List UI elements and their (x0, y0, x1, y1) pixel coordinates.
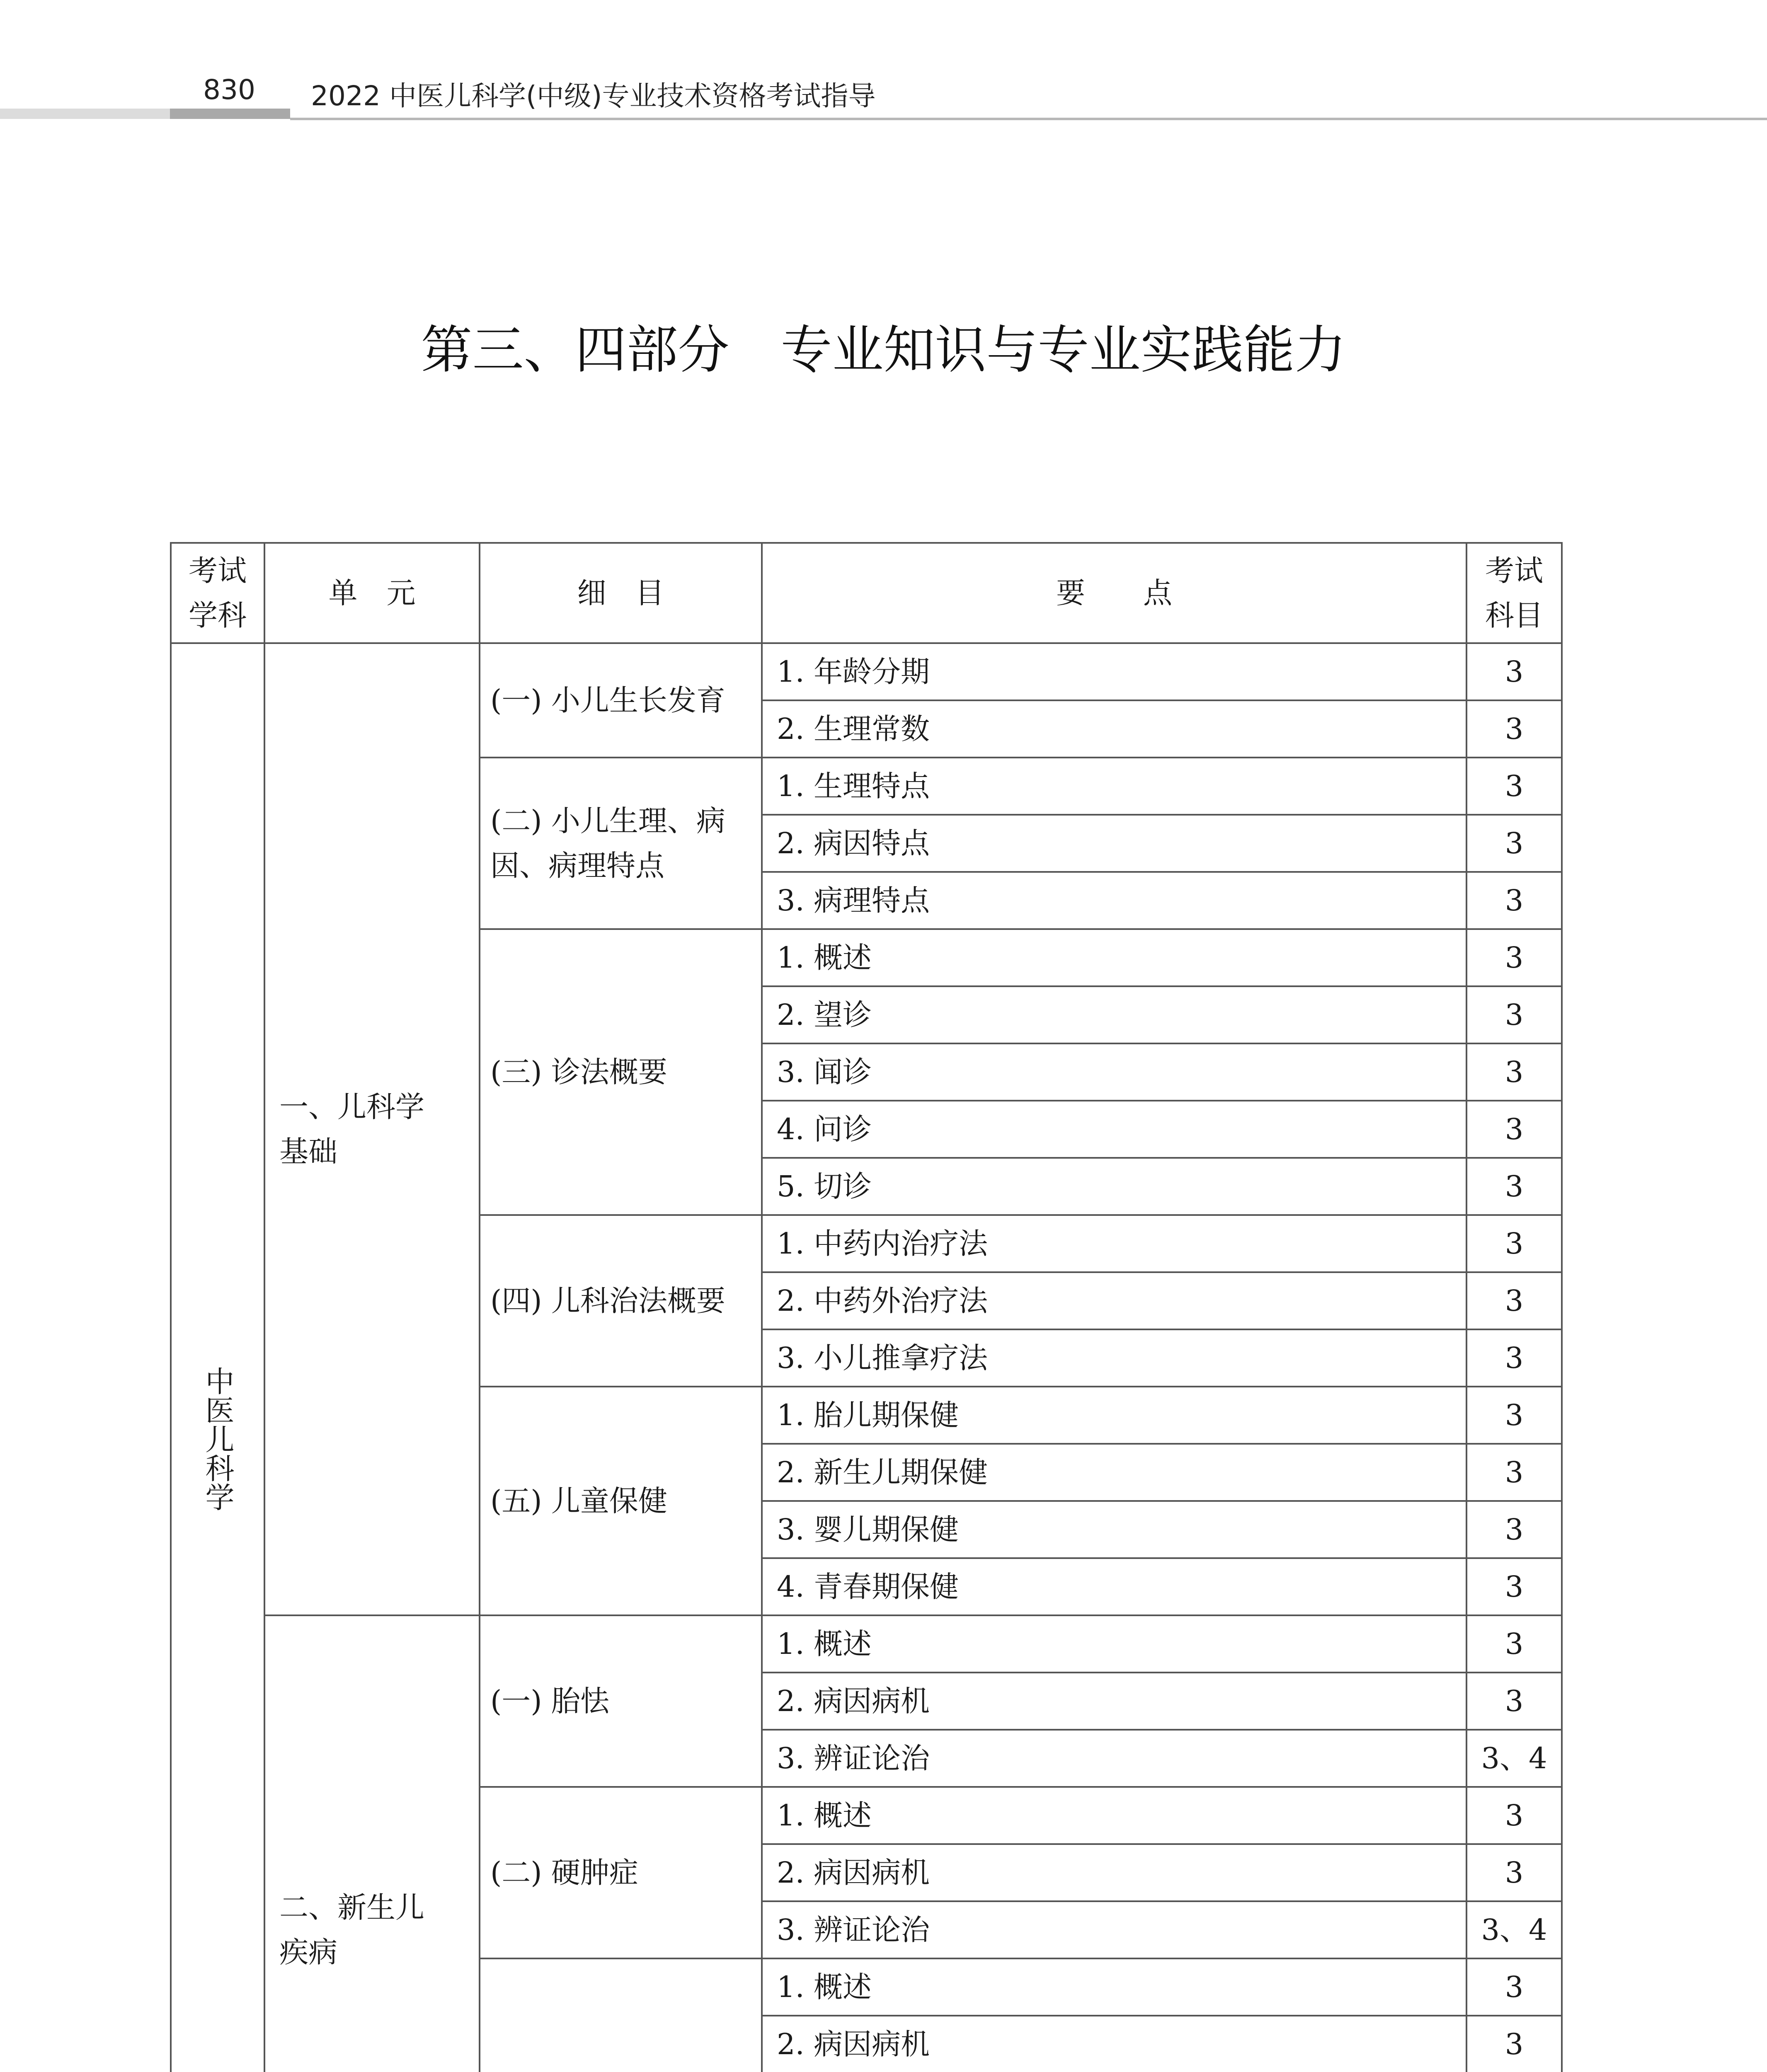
score-cell: 3 (1466, 643, 1562, 700)
header-rule (290, 118, 1767, 120)
score-cell: 3 (1466, 1444, 1562, 1501)
item-cell (480, 1615, 762, 1787)
score-cell: 3 (1466, 1272, 1562, 1329)
header-item: 细 目 (480, 543, 762, 643)
table-row (171, 1615, 1562, 1673)
header-unit: 单 元 (264, 543, 480, 643)
score-cell: 3 (1466, 1844, 1562, 1901)
score-cell: 3 (1466, 1043, 1562, 1101)
item-cell (480, 929, 762, 1215)
score-cell: 3 (1466, 1673, 1562, 1730)
point-cell: 2. 病因病机 (762, 2016, 1466, 2072)
page-number: 830 (203, 74, 255, 106)
point-cell: 1. 生理特点 (762, 758, 1466, 815)
score-cell: 3 (1466, 929, 1562, 986)
point-cell: 3. 婴儿期保健 (762, 1501, 1466, 1558)
score-cell: 3 (1466, 2016, 1562, 2072)
score-cell: 3 (1466, 1101, 1562, 1158)
point-cell: 1. 中药内治疗法 (762, 1215, 1466, 1272)
subject-label: 中医儿科学 (201, 1366, 235, 1511)
table-body (171, 643, 1562, 2072)
score-cell: 3 (1466, 986, 1562, 1043)
point-cell: 4. 青春期保健 (762, 1558, 1466, 1615)
score-cell: 3、4 (1466, 1901, 1562, 1958)
item-label: (五) 儿童保健 (490, 1484, 667, 1518)
score-cell: 3 (1466, 872, 1562, 929)
point-cell: 3. 小儿推拿疗法 (762, 1329, 1466, 1387)
syllabus-table (170, 542, 1563, 2072)
item-cell (480, 1958, 762, 2072)
point-cell: 1. 概述 (762, 929, 1466, 986)
item-label: (一) 小儿生长发育 (490, 683, 725, 717)
score-cell: 3 (1466, 1615, 1562, 1673)
header-subject: 考试 学科 (171, 543, 264, 643)
score-cell: 3 (1466, 1958, 1562, 2016)
point-cell: 3. 辨证论治 (762, 1730, 1466, 1787)
point-cell: 2. 病因特点 (762, 815, 1466, 872)
item-label: (三) 诊法概要 (490, 1055, 667, 1089)
point-cell: 1. 年龄分期 (762, 643, 1466, 700)
score-cell: 3 (1466, 758, 1562, 815)
point-cell: 1. 胎儿期保健 (762, 1387, 1466, 1444)
score-cell: 3 (1466, 1787, 1562, 1844)
score-cell: 3 (1466, 1215, 1562, 1272)
score-cell: 3 (1466, 1329, 1562, 1387)
unit-cell (264, 1615, 480, 2072)
unit-label: 二、新生儿 疾病 (279, 1890, 424, 1969)
score-cell: 3 (1466, 1387, 1562, 1444)
unit-cell (264, 643, 480, 1615)
score-cell: 3 (1466, 815, 1562, 872)
point-cell: 1. 概述 (762, 1615, 1466, 1673)
point-cell: 3. 病理特点 (762, 872, 1466, 929)
item-cell (480, 1787, 762, 1958)
point-cell: 2. 新生儿期保健 (762, 1444, 1466, 1501)
header-bar-dark (170, 109, 290, 119)
score-cell: 3 (1466, 700, 1562, 758)
point-cell: 1. 概述 (762, 1958, 1466, 2016)
point-cell: 3. 辨证论治 (762, 1901, 1466, 1958)
subject-cell (171, 643, 264, 2072)
score-cell: 3 (1466, 1558, 1562, 1615)
header-point: 要 点 (762, 543, 1466, 643)
item-cell (480, 1387, 762, 1615)
item-cell (480, 643, 762, 758)
point-cell: 1. 概述 (762, 1787, 1466, 1844)
part-title: 第三、四部分 专业知识与专业实践能力 (421, 320, 1346, 380)
point-cell: 2. 望诊 (762, 986, 1466, 1043)
table-header-row (171, 543, 1562, 643)
header-score: 考试 科目 (1466, 543, 1562, 643)
item-label: (二) 小儿生理、病 因、病理特点 (490, 804, 725, 883)
item-cell (480, 1215, 762, 1387)
score-cell: 3 (1466, 1158, 1562, 1215)
item-label: (一) 胎怯 (490, 1684, 609, 1718)
point-cell: 2. 病因病机 (762, 1844, 1466, 1901)
header-bar-light (0, 109, 170, 119)
point-cell: 2. 病因病机 (762, 1673, 1466, 1730)
running-title: 2022 中医儿科学(中级)专业技术资格考试指导 (311, 80, 876, 112)
score-cell: 3、4 (1466, 1730, 1562, 1787)
item-label: (四) 儿科治法概要 (490, 1284, 725, 1318)
item-cell (480, 758, 762, 929)
point-cell: 3. 闻诊 (762, 1043, 1466, 1101)
score-cell: 3 (1466, 1501, 1562, 1558)
unit-label: 一、儿科学 基础 (279, 1090, 424, 1169)
point-cell: 2. 生理常数 (762, 700, 1466, 758)
point-cell: 4. 问诊 (762, 1101, 1466, 1158)
point-cell: 5. 切诊 (762, 1158, 1466, 1215)
table-row (171, 643, 1562, 700)
point-cell: 2. 中药外治疗法 (762, 1272, 1466, 1329)
item-label: (二) 硬肿症 (490, 1856, 638, 1890)
